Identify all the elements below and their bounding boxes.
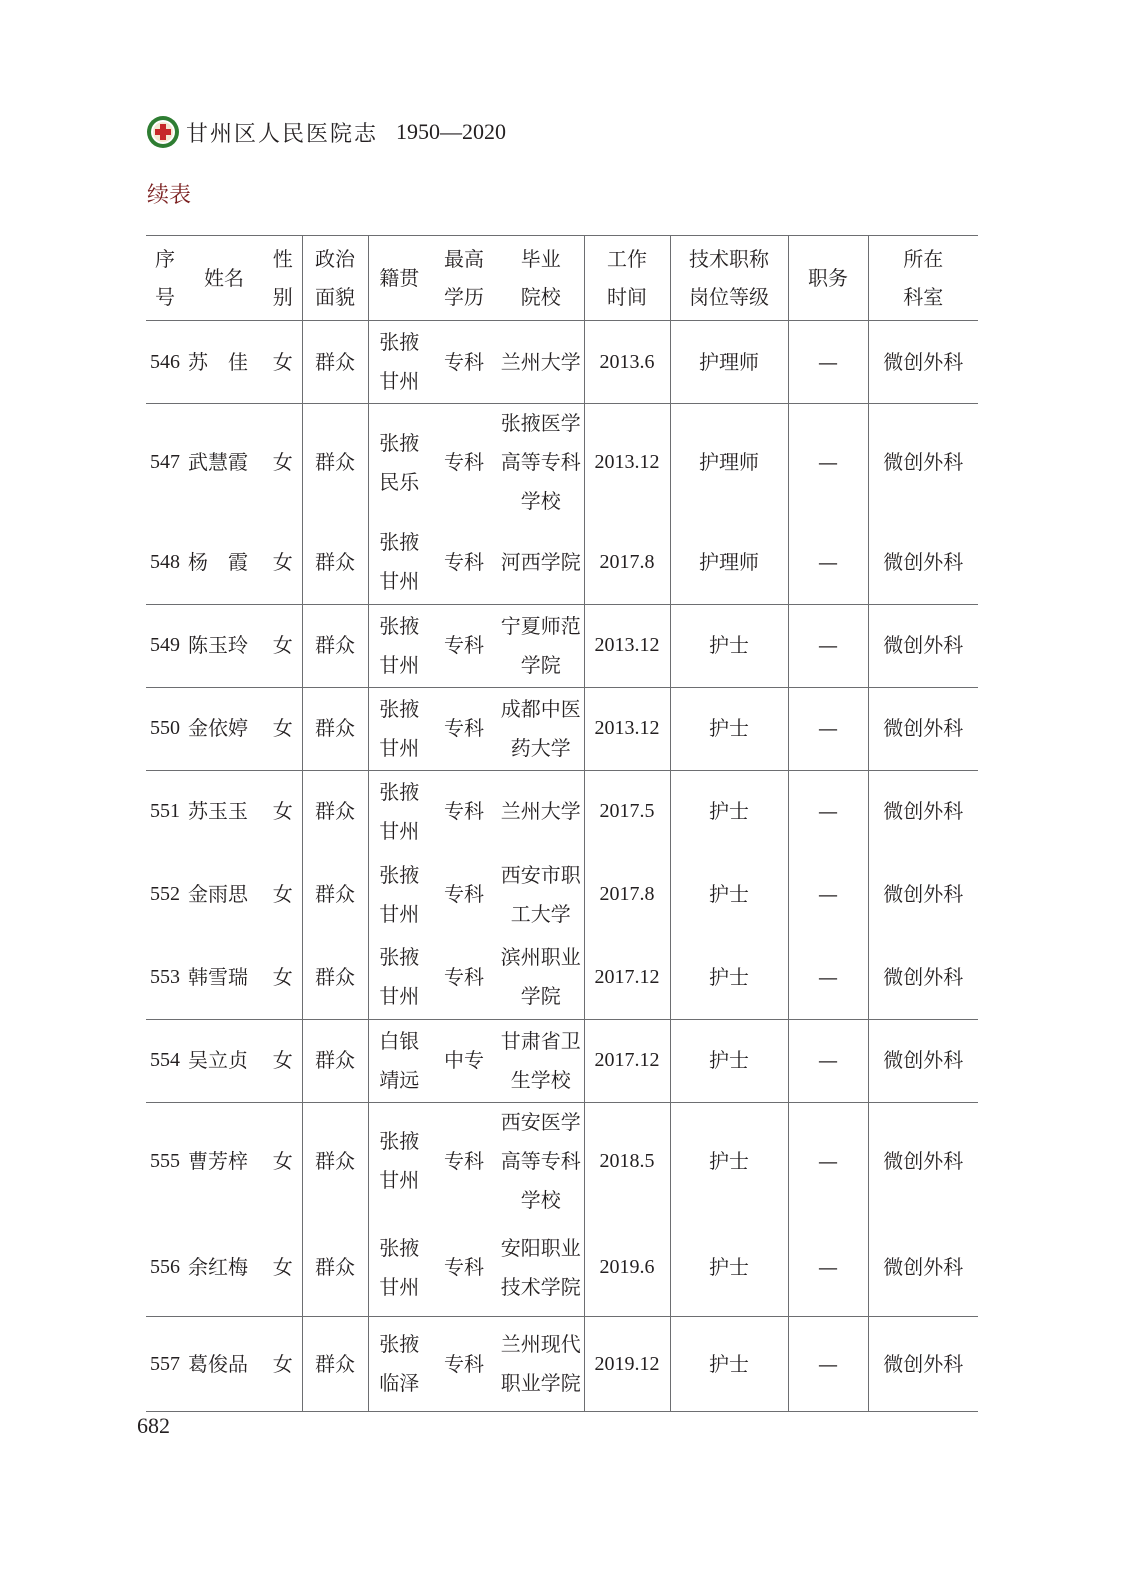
table-row xyxy=(146,1317,978,1412)
cell-edu: 专科 xyxy=(430,770,498,853)
cell-position: — xyxy=(788,1220,868,1317)
cell-name: 曹芳梓 xyxy=(184,1102,264,1220)
cell-school: 甘肃省卫 生学校 xyxy=(498,1019,584,1102)
col-native: 籍贯 xyxy=(368,236,430,321)
cell-gender: 女 xyxy=(264,1102,302,1220)
cell-name: 苏 佳 xyxy=(184,321,264,404)
staff-table xyxy=(146,235,978,1412)
table-row xyxy=(146,1019,978,1102)
cell-title: 护理师 xyxy=(670,404,788,522)
cell-position: — xyxy=(788,404,868,522)
cell-political: 群众 xyxy=(302,604,368,687)
cell-title: 护理师 xyxy=(670,521,788,604)
page-number: 682 xyxy=(137,1413,170,1438)
cell-gender: 女 xyxy=(264,1317,302,1412)
cell-name: 韩雪瑞 xyxy=(188,964,248,989)
cell-position: — xyxy=(788,1317,868,1412)
table-row xyxy=(146,604,978,687)
cell-name: 金雨思 xyxy=(188,882,248,906)
cell-seq: 555 xyxy=(146,1102,184,1220)
cell-native: 张掖 甘州 xyxy=(368,1220,430,1317)
cell-political: 群众 xyxy=(302,1019,368,1102)
col-political: 政治 面貌 xyxy=(302,236,368,321)
cell-dept: 微创外科 xyxy=(868,1102,978,1220)
cell-title: 护士 xyxy=(670,1019,788,1102)
col-position: 职务 xyxy=(788,236,868,321)
cell-dept: 微创外科 xyxy=(868,604,978,687)
col-work: 工作 时间 xyxy=(584,236,670,321)
cell-work: 2013.12 xyxy=(584,687,670,770)
cell-native: 张掖 甘州 xyxy=(368,604,430,687)
table-body xyxy=(146,321,978,1412)
cell-work: 2013.12 xyxy=(584,604,670,687)
col-dept: 所在 科室 xyxy=(868,236,978,321)
cell-name: 金依婷 xyxy=(184,687,264,770)
cell-seq: 551 xyxy=(146,770,184,853)
cell-native: 张掖 临泽 xyxy=(368,1317,430,1412)
cell-title: 护士 xyxy=(670,936,788,1019)
cell-work: 2017.5 xyxy=(584,770,670,853)
cell-edu: 专科 xyxy=(430,1317,498,1412)
cell-gender: 女 xyxy=(264,404,302,522)
cell-name: 苏玉玉 xyxy=(184,770,264,853)
cell-edu: 专科 xyxy=(430,1102,498,1220)
cell-title: 护士 xyxy=(670,1220,788,1317)
cell-position: — xyxy=(788,321,868,404)
cell-work: 2013.6 xyxy=(584,321,670,404)
book-title: 甘州区人民医院志 xyxy=(186,121,379,147)
cell-seq: 548 xyxy=(150,550,180,573)
cell-dept: 微创外科 xyxy=(868,770,978,853)
cell-seq: 552 xyxy=(150,883,180,905)
cell-school: 兰州大学 xyxy=(498,770,584,853)
cell-name: 武慧霞 xyxy=(184,404,264,522)
cell-school: 滨州职业 学院 xyxy=(500,945,581,1009)
cell-name: 陈玉玲 xyxy=(184,604,264,687)
table-row xyxy=(146,404,978,522)
col-gender: 性 别 xyxy=(264,236,302,321)
cell-political: 群众 xyxy=(302,1317,368,1412)
cell-school: 张掖医学 高等专科 学校 xyxy=(498,404,584,522)
col-name: 姓名 xyxy=(184,236,264,321)
cell-gender: 女 xyxy=(264,770,302,853)
cell-gender: 女 xyxy=(272,1255,293,1280)
cell-native: 张掖 甘州 xyxy=(368,770,430,853)
cell-gender: 女 xyxy=(272,882,293,906)
cell-name: 葛俊品 xyxy=(184,1317,264,1412)
cell-native: 白银 靖远 xyxy=(368,1019,430,1102)
cell-title: 护士 xyxy=(670,604,788,687)
cell-political: 群众 xyxy=(302,853,368,936)
cell-dept: 微创外科 xyxy=(868,936,978,1019)
cell-school: 西安市职 工大学 xyxy=(500,862,581,926)
cell-seq: 546 xyxy=(146,321,184,404)
cell-work: 2017.8 xyxy=(584,521,670,604)
cell-political: 群众 xyxy=(302,521,368,604)
cell-work: 2018.5 xyxy=(584,1102,670,1220)
cell-title: 护士 xyxy=(670,1317,788,1412)
cell-position: — xyxy=(788,1102,868,1220)
hospital-logo-icon xyxy=(146,115,180,149)
cell-work: 2017.12 xyxy=(584,1019,670,1102)
cell-edu: 专科 xyxy=(444,1255,484,1280)
cell-edu: 专科 xyxy=(430,604,498,687)
cell-title: 护士 xyxy=(670,770,788,853)
table-row xyxy=(146,1102,978,1220)
cell-political: 群众 xyxy=(302,770,368,853)
col-title: 技术职称 岗位等级 xyxy=(670,236,788,321)
cell-seq: 557 xyxy=(146,1317,184,1412)
cell-position: — xyxy=(788,687,868,770)
cell-edu: 专科 xyxy=(430,687,498,770)
cell-work: 2019.6 xyxy=(584,1220,670,1317)
cell-native: 张掖 甘州 xyxy=(368,853,430,936)
cell-school: 宁夏师范 学院 xyxy=(498,604,584,687)
cell-work: 2017.12 xyxy=(584,936,670,1019)
cell-dept: 微创外科 xyxy=(868,853,978,936)
cell-position: — xyxy=(788,853,868,936)
cell-school: 河西学院 xyxy=(500,549,581,574)
cell-name: 吴立贞 xyxy=(184,1019,264,1102)
cell-dept: 微创外科 xyxy=(868,521,978,604)
cell-school: 成都中医 药大学 xyxy=(498,687,584,770)
cell-gender: 女 xyxy=(272,549,293,574)
book-years: 1950—2020 xyxy=(396,119,507,144)
cell-political: 群众 xyxy=(302,1220,368,1317)
cell-gender: 女 xyxy=(264,1019,302,1102)
cell-position: — xyxy=(788,936,868,1019)
table-row xyxy=(146,936,978,1019)
cell-title: 护士 xyxy=(670,1102,788,1220)
cell-position: — xyxy=(788,521,868,604)
cell-position: — xyxy=(788,604,868,687)
cell-edu: 专科 xyxy=(444,549,484,574)
cell-dept: 微创外科 xyxy=(868,1317,978,1412)
cell-position: — xyxy=(788,1019,868,1102)
cell-gender: 女 xyxy=(272,964,293,989)
table-row xyxy=(146,770,978,853)
col-school: 毕业 院校 xyxy=(498,236,584,321)
cell-edu: 专科 xyxy=(444,964,484,989)
cell-school: 兰州大学 xyxy=(498,321,584,404)
cell-school: 安阳职业 技术学院 xyxy=(500,1235,581,1299)
cell-name: 余红梅 xyxy=(188,1255,248,1280)
cell-work: 2013.12 xyxy=(584,404,670,522)
table-header-row xyxy=(146,236,978,321)
col-edu: 最高 学历 xyxy=(430,236,498,321)
cell-seq: 554 xyxy=(146,1019,184,1102)
table-row xyxy=(146,853,978,936)
cell-seq: 556 xyxy=(150,1256,180,1279)
cell-title: 护理师 xyxy=(670,321,788,404)
table-row xyxy=(146,321,978,404)
cell-title: 护士 xyxy=(670,853,788,936)
cell-native: 张掖 甘州 xyxy=(368,521,430,604)
cell-gender: 女 xyxy=(264,604,302,687)
cell-seq: 547 xyxy=(146,404,184,522)
cell-political: 群众 xyxy=(302,404,368,522)
cell-native: 张掖 甘州 xyxy=(368,687,430,770)
cell-gender: 女 xyxy=(264,687,302,770)
cell-work: 2017.8 xyxy=(584,853,670,936)
cell-dept: 微创外科 xyxy=(868,1220,978,1317)
cell-dept: 微创外科 xyxy=(868,1019,978,1102)
cell-position: — xyxy=(788,770,868,853)
cell-seq: 553 xyxy=(150,965,180,988)
cell-dept: 微创外科 xyxy=(868,321,978,404)
cell-seq: 550 xyxy=(146,687,184,770)
continued-table-label: 续表 xyxy=(147,183,192,208)
table-row xyxy=(146,1220,978,1317)
page-header xyxy=(146,110,506,154)
cell-work: 2019.12 xyxy=(584,1317,670,1412)
cell-edu: 专科 xyxy=(430,404,498,522)
table-row xyxy=(146,687,978,770)
cell-edu: 专科 xyxy=(430,321,498,404)
cell-native: 张掖 民乐 xyxy=(368,404,430,522)
cell-title: 护士 xyxy=(670,687,788,770)
col-seq: 序 号 xyxy=(146,236,184,321)
cell-school: 兰州现代 职业学院 xyxy=(498,1317,584,1412)
cell-gender: 女 xyxy=(264,321,302,404)
table-row xyxy=(146,521,978,604)
cell-political: 群众 xyxy=(302,321,368,404)
cell-dept: 微创外科 xyxy=(868,687,978,770)
cell-edu: 中专 xyxy=(430,1019,498,1102)
cell-political: 群众 xyxy=(302,1102,368,1220)
cell-native: 张掖 甘州 xyxy=(368,1102,430,1220)
cell-dept: 微创外科 xyxy=(868,404,978,522)
cell-school: 西安医学 高等专科 学校 xyxy=(498,1102,584,1220)
cell-seq: 549 xyxy=(146,604,184,687)
cell-political: 群众 xyxy=(302,687,368,770)
cell-name: 杨 霞 xyxy=(188,549,248,574)
cell-native: 张掖 甘州 xyxy=(368,936,430,1019)
cell-native: 张掖 甘州 xyxy=(368,321,430,404)
cell-political: 群众 xyxy=(302,936,368,1019)
cell-edu: 专科 xyxy=(444,882,484,906)
